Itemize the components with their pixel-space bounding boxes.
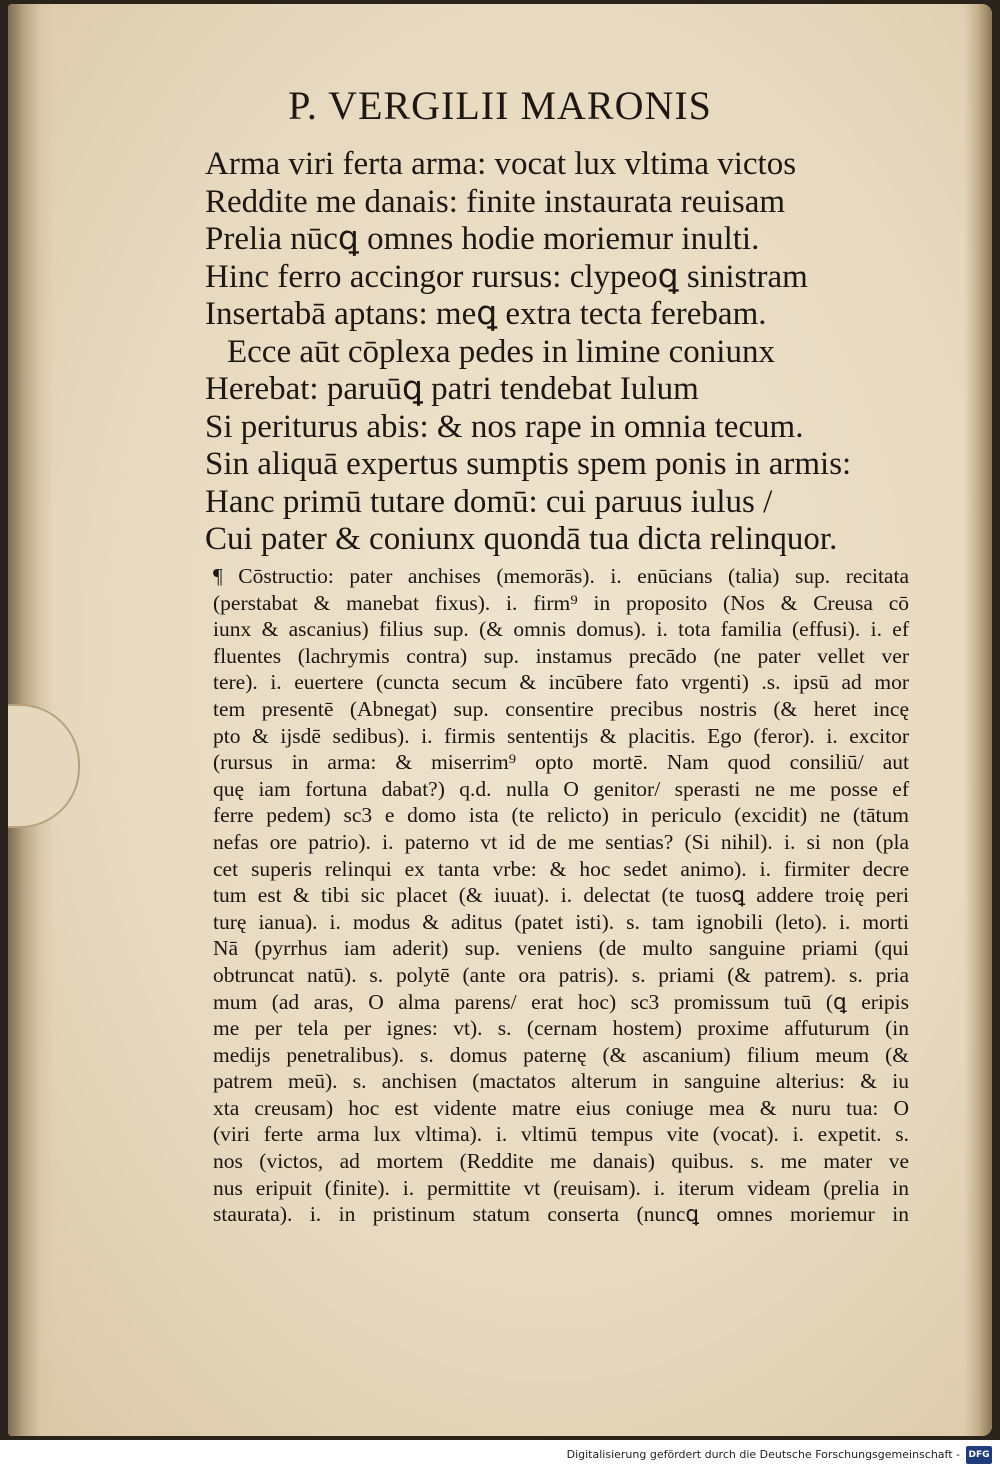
commentary-line: ferre pedem) sc3 e domo ista (te relicto) in periculo (excidit) ne (tātum (213, 803, 909, 828)
commentary-line: xta creusam) hoc est vidente matre eius coniuge mea & nuru tua: O (213, 1095, 909, 1120)
commentary-line: pto & ijsdē sedibus). i. firmis sententijs & placitis. Ego (feror). i. excitor (213, 723, 909, 748)
commentary-line: nefas ore patrio). i. paterno vt id de me sentias? (Si nihil). i. si non (pla (213, 829, 909, 854)
commentary-line: nos (victos, ad mortem (Reddite me danais) quibus. s. me mater ve (213, 1149, 909, 1174)
footer-credit: Digitalisierung gefördert durch die Deutsche Forschungsgemeinschaft - (566, 1448, 960, 1461)
page-header: P. VERGILII MARONIS (288, 83, 712, 128)
commentary-line: staurata). i. in pristinum statum conserta (nuncꝗ omnes moriemur in (213, 1202, 909, 1227)
verse-line: Reddite me danais: finite instaurata reuisam (205, 183, 786, 220)
verse-line: Herebat: paruūꝗ patri tendebat Iulum (205, 371, 699, 407)
commentary-line: fluentes (lachrymis contra) sup. instamus precādo (ne pater vellet ver (213, 643, 909, 668)
digitization-footer (0, 1440, 1000, 1471)
verse-line: Prelia nūcꝗ omnes hodie moriemur inulti. (205, 221, 760, 257)
commentary-line: iunx & ascanius) filius sup. (& omnis domus). i. tota familia (effusi). i. ef (213, 617, 909, 642)
commentary-line: obtruncat natū). s. polytē (ante ora patris). s. priami (& patrem). s. pria (213, 962, 909, 987)
commentary-line: patrem meū). s. anchisen (mactatos alterum in sanguine alterius: & iu (213, 1069, 909, 1094)
commentary-line: medijs penetralibus). s. domus paternę (& ascanium) filium meum (& (213, 1042, 909, 1067)
dfg-logo: DFG (966, 1446, 992, 1464)
verse-line: Hanc primū tutare domū: cui paruus iulus / (205, 483, 773, 520)
verse-block (205, 146, 925, 559)
commentary-line: mum (ad aras, O alma parens/ erat hoc) sc3 promissum tuū (ꝗ eripis (213, 989, 909, 1014)
commentary-line: tem presentē (Abnegat) sup. consentire precibus nostris (& heret incę (213, 696, 909, 721)
commentary-line: turę ianua). i. modus & aditus (patet isti). s. tam ignobili (leto). i. morti (213, 909, 909, 934)
verse-line: Ecce aūt cōplexa pedes in limine coniunx (227, 333, 775, 370)
verse-line: Cui pater & coniunx quondā tua dicta relinquor. (205, 521, 838, 557)
commentary-line: nus eripuit (finite). i. permittite vt (reuisam). i. iterum videam (prelia in (213, 1175, 909, 1200)
commentary-line: Nā (pyrrhus iam aderit) sup. veniens (de multo sanguine priami (qui (213, 936, 909, 961)
commentary-line: tum est & tibi sic placet (& iuuat). i. delectat (te tuosꝗ addere troię peri (213, 883, 909, 908)
commentary-line: ¶ Cōstructio: pater anchises (memorās). i. enūcians (talia) sup. recitata (213, 564, 909, 588)
commentary-line: (perstabat & manebat fixus). i. firm⁹ in proposito (Nos & Creusa cō (213, 590, 909, 615)
verse-line: Si periturus abis: & nos rape in omnia tecum. (205, 408, 804, 445)
commentary-block (213, 563, 909, 1228)
commentary-line: me per tela per ignes: vt). s. (cernam hostem) proxime affuturum (in (213, 1016, 909, 1041)
verse-line: Sin aliquā expertus sumptis spem ponis in armis: (205, 446, 852, 482)
commentary-line: quę iam fortuna dabat?) q.d. nulla O genitor/ sperasti ne me posse ef (213, 776, 909, 801)
page-tab-marker (8, 704, 80, 828)
commentary-line: tere). i. euertere (cuncta secum & incūbere fato vrgenti) .s. ipsū ad mor (213, 670, 909, 695)
verse-line: Arma viri ferta arma: vocat lux vltima victos (205, 146, 797, 182)
commentary-line: cet superis relinqui ex tanta vrbe: & hoc sedet animo). i. firmiter decre (213, 856, 909, 881)
commentary-line: (viri ferte arma lux vltima). i. vltimū tempus vite (vocat). i. expetit. s. (213, 1122, 909, 1147)
verse-line: Hinc ferro accingor rursus: clypeoꝗ sinistram (205, 258, 808, 295)
commentary-line: (rursus in arma: & miserrim⁹ opto mortē. Nam quod consiliū/ aut (213, 750, 909, 775)
verse-line: Insertabā aptans: meꝗ extra tecta ferebam. (205, 296, 767, 332)
page-edge (964, 4, 992, 1436)
